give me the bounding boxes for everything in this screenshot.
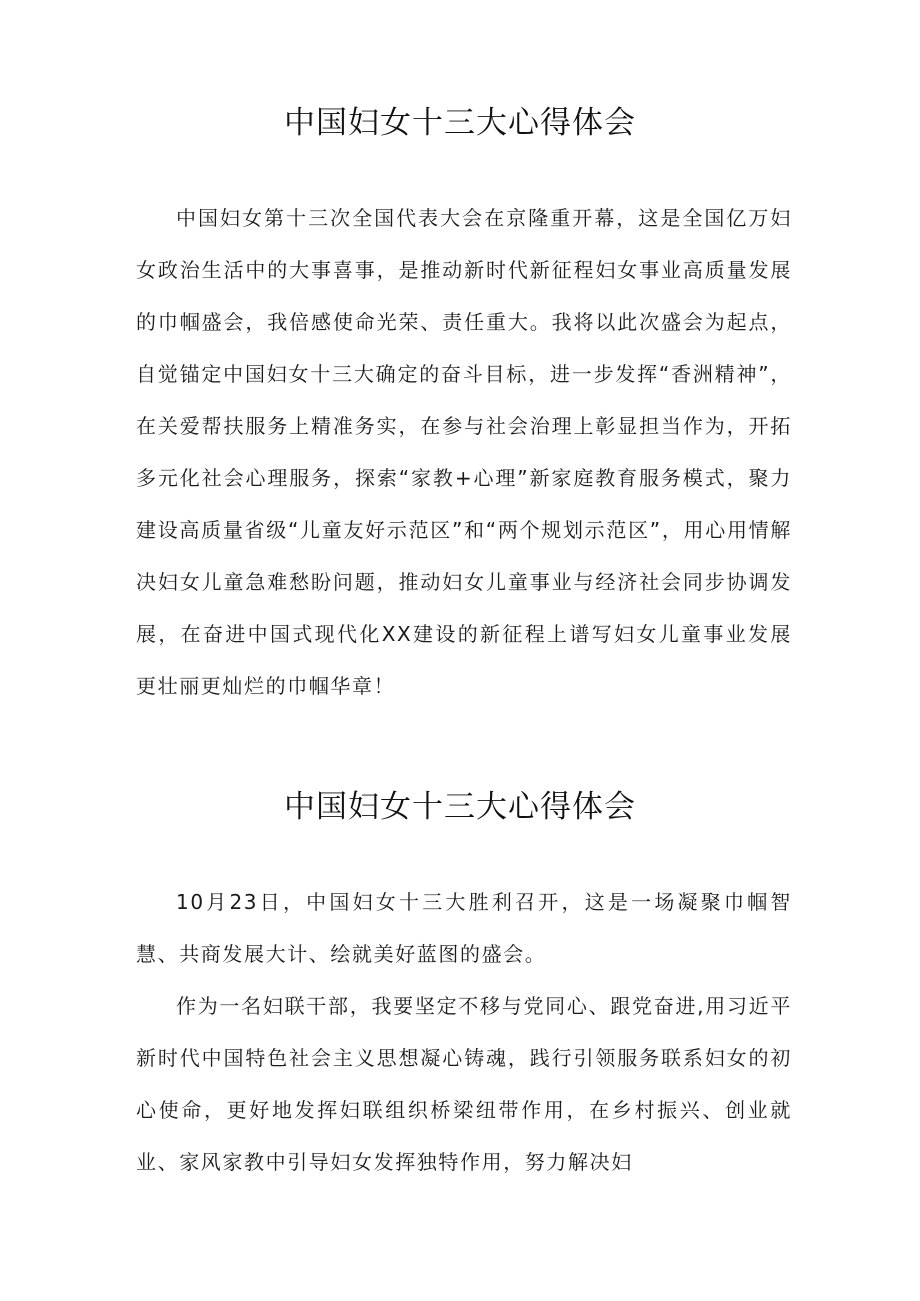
article-body-2	[136, 876, 792, 1188]
article-2-paragraph-2: 作为一名妇联干部，我要坚定不移与党同心、跟党奋进,用习近平新时代中国特色社会主义思想凝心铸魂，践行引领服务联系妇女的初心使命，更好地发挥妇联组织桥梁纽带作用，在乡村振兴、创业就业、家风家教中引导妇女发挥独特作用，努力解决妇	[136, 994, 792, 1174]
article-1-paragraph-1: 中国妇女第十三次全国代表大会在京隆重开幕，这是全国亿万妇女政治生活中的大事喜事，是推动新时代新征程妇女事业高质量发展的巾帼盛会，我倍感使命光荣、责任重大。我将以此次盛会为起点，自觉锚定中国妇女十三大确定的奋斗目标，进一步发挥“香洲精神”，在关爱帮扶服务上精准务实，在参与社会治理上彰显担当作为，开拓多元化社会心理服务，探索“家教+心理”新家庭教育服务模式，聚力建设高质量省级“儿童友好示范区”和“两个规划示范区”，用心用情解决妇女儿童急难愁盼问题，推动妇女儿童事业与经济社会同步协调发展，在奋进中国式现代化XX建设的新征程上谱写妇女儿童事业发展更壮丽更灿烂的巾帼华章！	[136, 206, 792, 698]
article-2-paragraph-1: 10月23日，中国妇女十三大胜利召开，这是一场凝聚巾帼智慧、共商发展大计、绘就美好蓝图的盛会。	[136, 890, 792, 966]
article-title-2: 中国妇女十三大心得体会	[284, 789, 636, 825]
article-body-1	[136, 192, 792, 712]
article-title-1: 中国妇女十三大心得体会	[284, 105, 636, 141]
